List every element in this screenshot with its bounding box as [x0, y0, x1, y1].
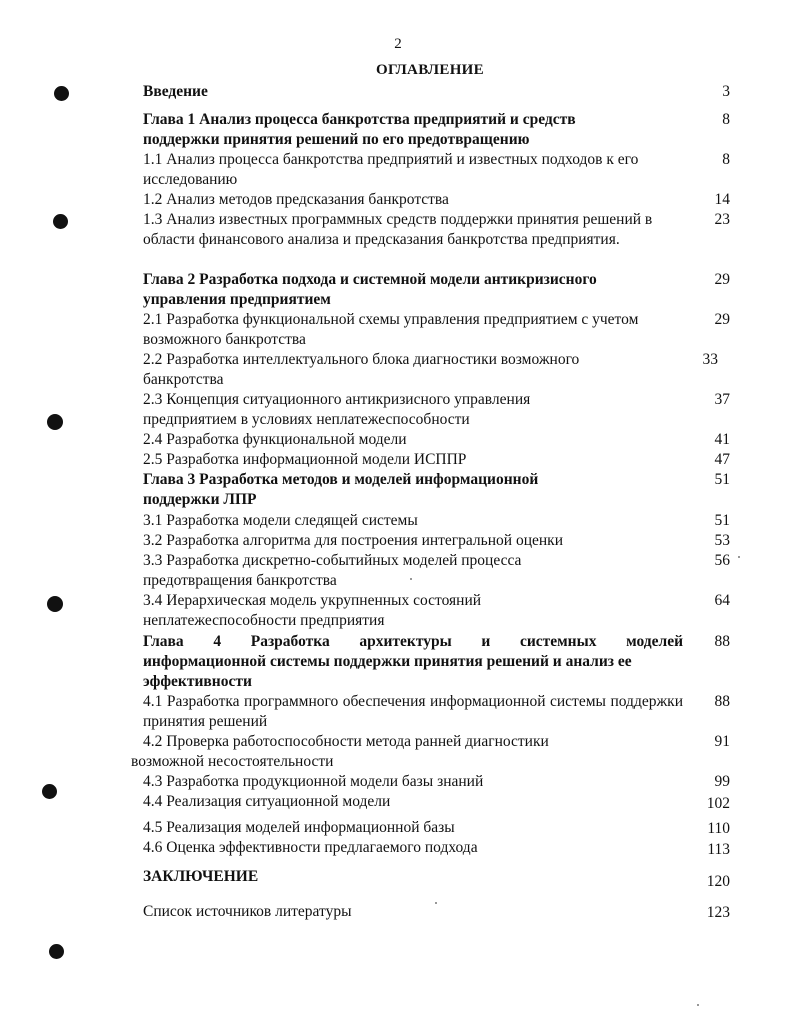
toc-entry-1-2[interactable]: 1.2 Анализ методов предсказания банкротства	[143, 191, 449, 208]
toc-entry-2-1[interactable]: 2.1 Разработка функциональной схемы управления предприятием с учетом возможного банкротства	[143, 311, 639, 348]
toc-page-number: 29	[714, 311, 730, 328]
toc-page-number: 41	[714, 431, 730, 448]
toc-entry-4-6[interactable]: 4.6 Оценка эффективности предлагаемого подхода	[143, 839, 478, 856]
toc-page-number: 64	[714, 592, 730, 609]
toc-entry-chapter-2[interactable]: Глава 2 Разработка подхода и системной модели антикризисного управления предприятием	[143, 271, 597, 308]
toc-entry-3-2[interactable]: 3.2 Разработка алгоритма для построения интегральной оценки	[143, 532, 563, 549]
toc-entry-chapter-4-rest: информационной системы поддержки принятия решений и анализ ее эффективности	[143, 653, 632, 690]
toc-page-number: 88	[714, 633, 730, 650]
toc-entry-4-3[interactable]: 4.3 Разработка продукционной модели базы знаний	[143, 773, 484, 790]
toc-entry-chapter-1[interactable]: Глава 1 Анализ процесса банкротства предприятий и средств поддержки принятия решений по его предотвращению	[143, 111, 576, 148]
punch-hole	[54, 86, 69, 101]
toc-page-number: 37	[714, 391, 730, 408]
toc-page-number: 123	[706, 904, 730, 921]
toc-entry-references[interactable]: Список источников литературы	[143, 903, 352, 920]
toc-page-number: 102	[706, 795, 730, 812]
toc-page-number: 29	[714, 271, 730, 288]
toc-entry-4-2-rest: возможной несостоятельности	[131, 753, 334, 770]
toc-page-number: 56	[714, 552, 730, 569]
toc-page-number: 88	[714, 693, 730, 710]
toc-page-number: 23	[714, 211, 730, 228]
toc-entry-4-2[interactable]	[131, 732, 691, 772]
toc-entry-1-1[interactable]: 1.1 Анализ процесса банкротства предприятий и известных подходов к его исследованию	[143, 151, 639, 188]
punch-hole	[47, 414, 63, 430]
punch-hole	[42, 784, 57, 799]
toc-entry-4-1[interactable]: 4.1 Разработка программного обеспечения информационной системы поддержки принятия решений	[143, 693, 683, 730]
toc-page-number: 110	[707, 820, 730, 837]
toc-entry-3-3[interactable]: 3.3 Разработка дискретно-событийных моделей процесса предотвращения банкротства	[143, 552, 522, 589]
toc-page-number: 91	[714, 733, 730, 750]
toc-entry-2-3[interactable]: 2.3 Концепция ситуационного антикризисного управления предприятием в условиях неплатежеспособности	[143, 391, 531, 428]
punch-hole	[53, 214, 68, 229]
toc-entry-introduction[interactable]: Введение	[143, 83, 208, 100]
toc-page-number: 120	[706, 873, 730, 890]
toc-page-number: 47	[714, 451, 730, 468]
toc-entry-4-4[interactable]: 4.4 Реализация ситуационной модели	[143, 793, 391, 810]
toc-page-number: 33	[702, 351, 718, 368]
toc-page-number: 113	[707, 841, 730, 858]
toc-page-number: 51	[714, 471, 730, 488]
toc-page-number: 3	[722, 83, 730, 100]
toc-entry-chapter-4-line1: Глава 4 Разработка архитектуры и системных моделей	[143, 633, 683, 650]
toc-entry-4-2-line1: 4.2 Проверка работоспособности метода ранней диагностики	[143, 733, 549, 750]
toc-entry-2-2[interactable]: 2.2 Разработка интеллектуального блока диагностики возможного банкротства	[143, 351, 580, 388]
toc-entry-chapter-4[interactable]	[143, 632, 683, 692]
scan-speck	[738, 556, 740, 558]
toc-entry-4-5[interactable]: 4.5 Реализация моделей информационной базы	[143, 819, 455, 836]
page-number: 2	[394, 36, 402, 52]
toc-entry-3-4[interactable]: 3.4 Иерархическая модель укрупненных состояний неплатежеспособности предприятия	[143, 592, 482, 629]
toc-page-number: 51	[714, 512, 730, 529]
scan-speck	[697, 1004, 699, 1006]
toc-page-number: 53	[714, 532, 730, 549]
toc-page-number: 8	[722, 151, 730, 168]
toc-page-number: 8	[722, 111, 730, 128]
punch-hole	[47, 596, 63, 612]
toc-page-number: 99	[714, 773, 730, 790]
toc-page-number: 14	[714, 191, 730, 208]
punch-hole	[49, 944, 64, 959]
page-title: ОГЛАВЛЕНИЕ	[376, 62, 484, 78]
toc-entry-conclusion[interactable]: ЗАКЛЮЧЕНИЕ	[143, 868, 259, 885]
toc-entry-2-5[interactable]: 2.5 Разработка информационной модели ИСППР	[143, 451, 467, 468]
toc-entry-1-3[interactable]: 1.3 Анализ известных программных средств поддержки принятия решений в области финансового анализа и предсказания банкротства предприятия.	[143, 211, 653, 248]
toc-entry-2-4[interactable]: 2.4 Разработка функциональной модели	[143, 431, 407, 448]
toc-entry-3-1[interactable]: 3.1 Разработка модели следящей системы	[143, 512, 418, 529]
toc-entry-chapter-3[interactable]: Глава 3 Разработка методов и моделей информационной поддержки ЛПР	[143, 471, 539, 508]
